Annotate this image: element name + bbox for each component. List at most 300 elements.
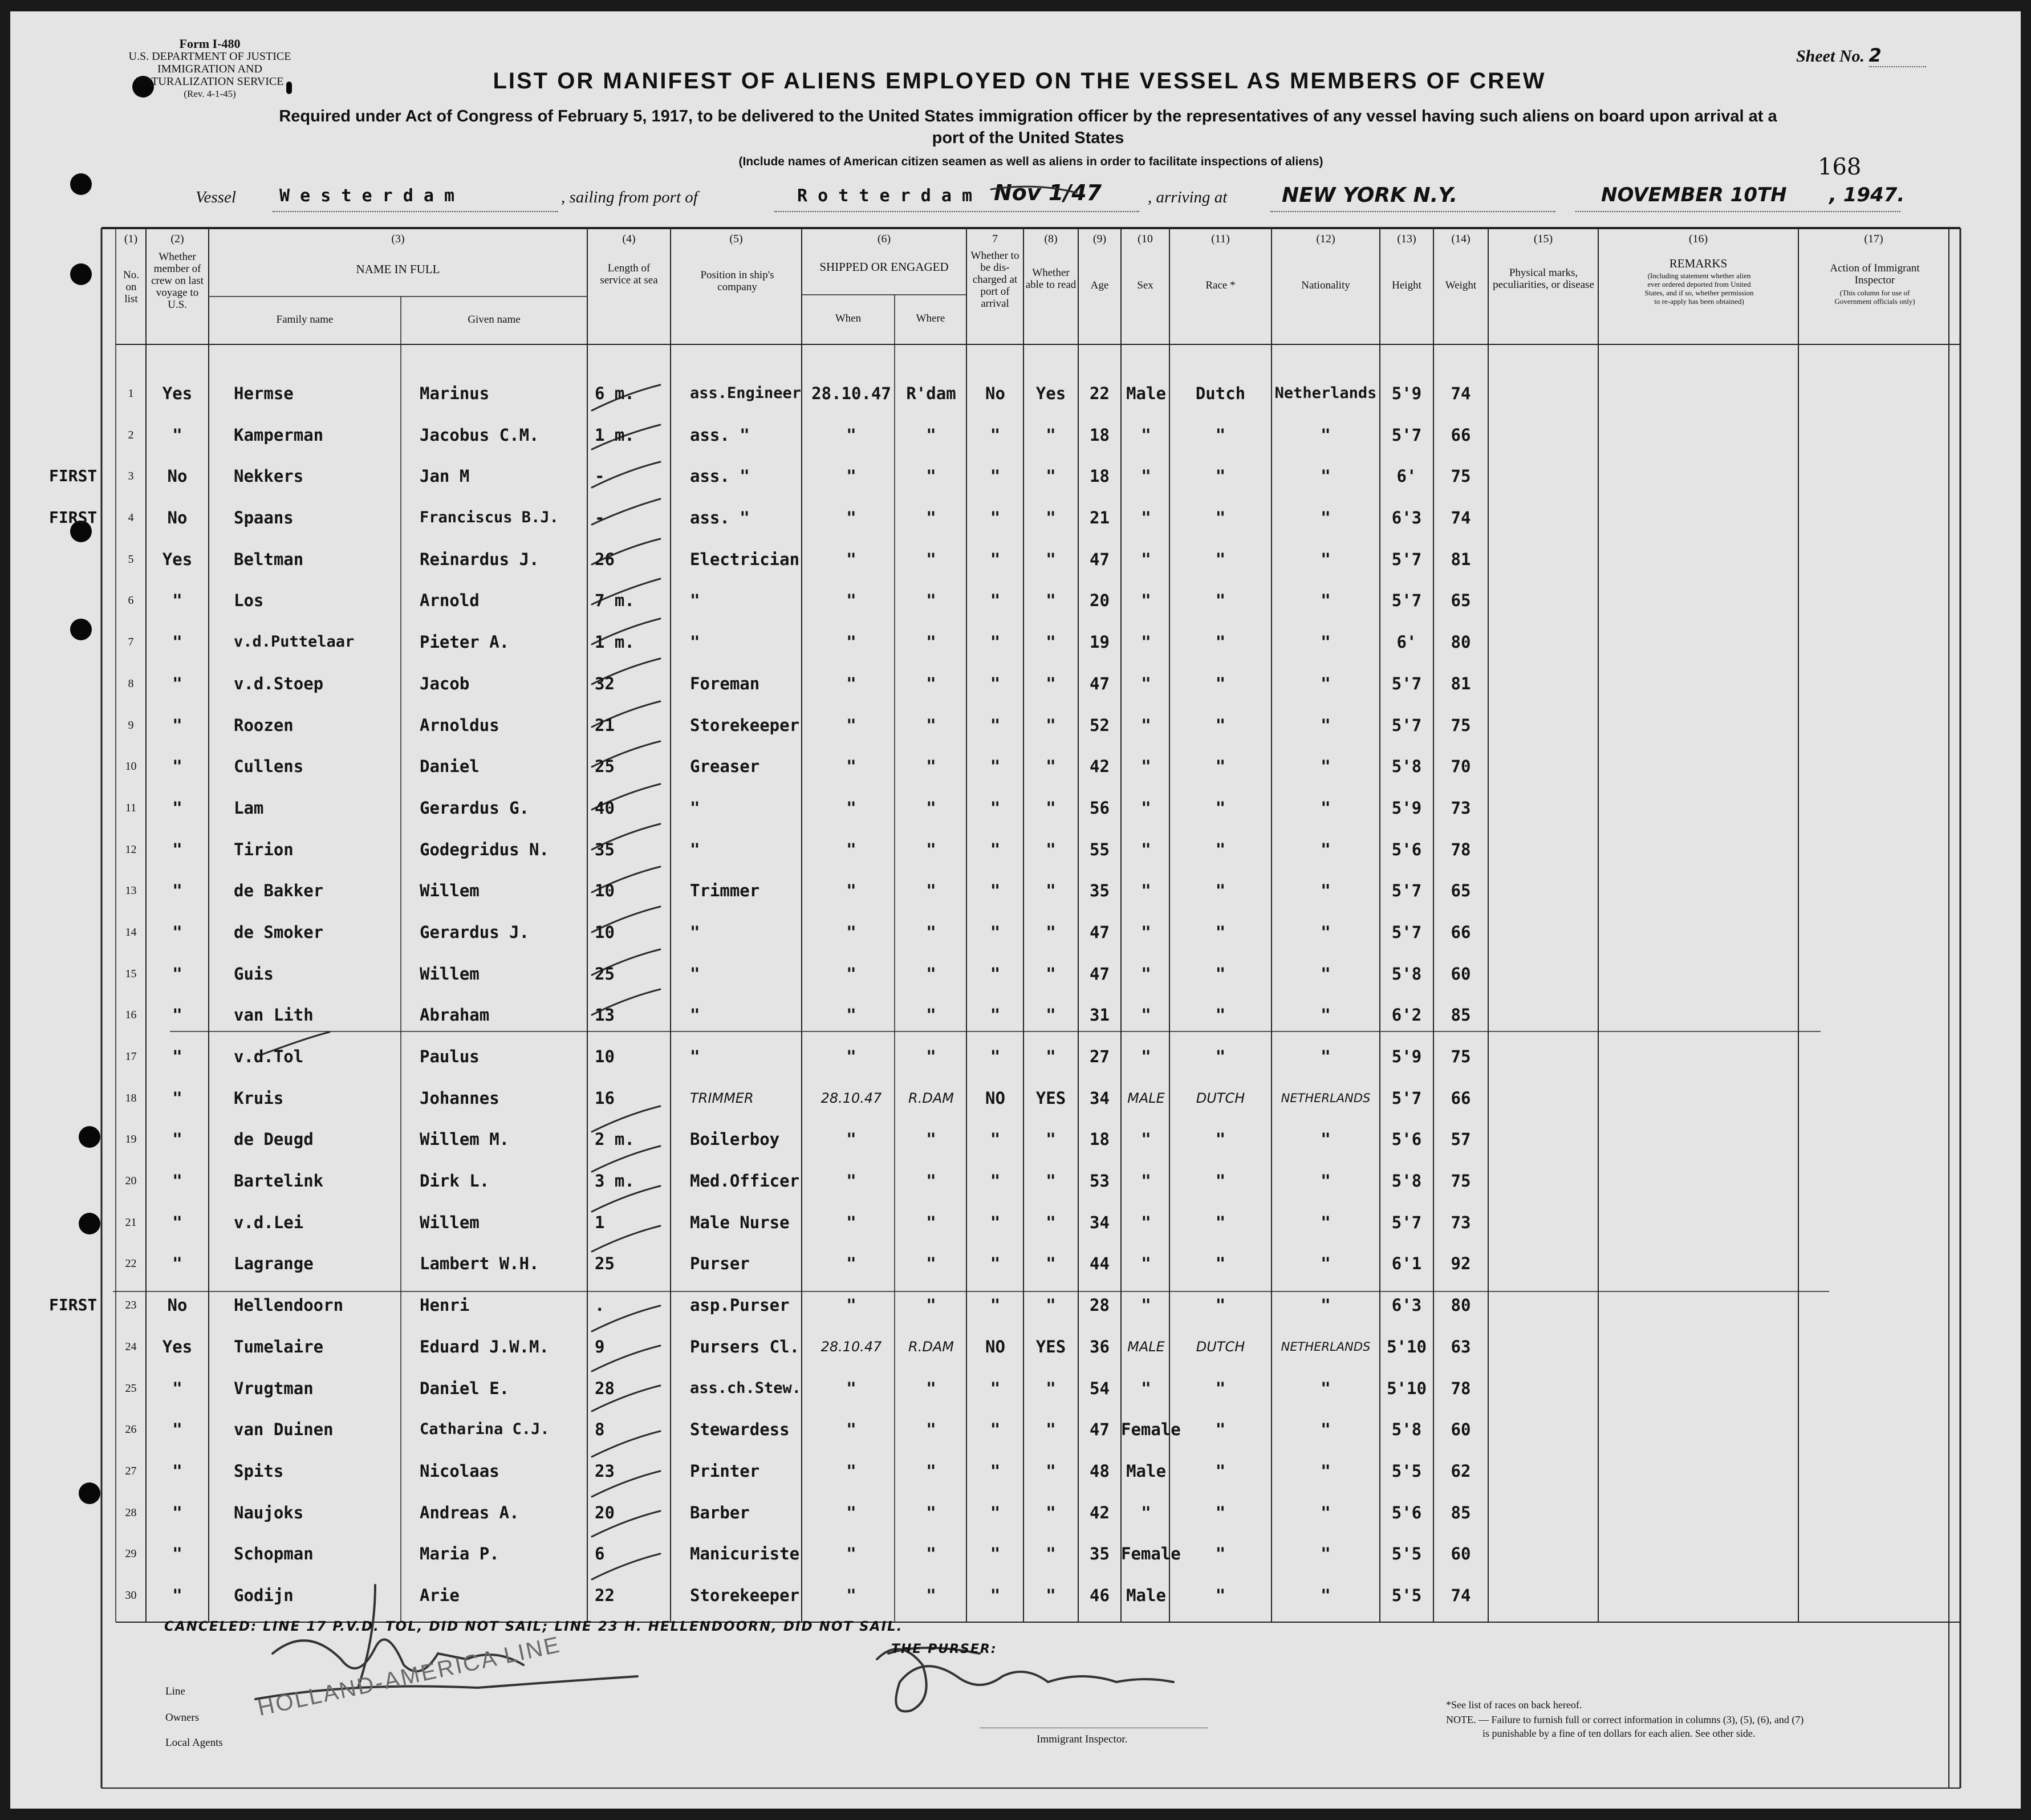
cell-given: Nicolaas — [420, 1461, 499, 1481]
cell-age: 47 — [1090, 923, 1110, 942]
cell-race: " — [1215, 1047, 1226, 1066]
cell-member: " — [172, 1047, 182, 1066]
cell-weight: 75 — [1451, 1171, 1471, 1191]
cell-read: " — [1046, 964, 1056, 984]
cell-sex: MALE — [1127, 1339, 1165, 1355]
cell-position: ass. " — [690, 425, 750, 445]
races-note: *See list of races on back hereof. — [1446, 1699, 1582, 1711]
cell-member: " — [172, 1088, 182, 1108]
cell-read: " — [1046, 840, 1056, 859]
first-voyage-mark: FIRST — [49, 508, 98, 527]
cell-where: " — [926, 632, 936, 652]
cell-height: 6' — [1396, 466, 1417, 486]
cell-race: " — [1215, 1005, 1226, 1025]
row-number: 25 — [125, 1382, 137, 1395]
cell-length: 2 m. — [595, 1130, 635, 1149]
cell-given: Arie — [420, 1586, 460, 1605]
cell-age: 27 — [1090, 1047, 1110, 1066]
cell-race: " — [1215, 757, 1226, 776]
cell-family: Kruis — [234, 1088, 284, 1108]
col-header-position: Position in ship's company — [700, 269, 774, 293]
cell-disch: " — [990, 632, 1001, 652]
cell-sex: " — [1141, 674, 1151, 693]
row-number: 6 — [128, 594, 134, 607]
cell-age: 22 — [1090, 384, 1110, 403]
cell-sex: " — [1141, 425, 1151, 445]
cell-position: ass.ch.Stew. — [690, 1379, 802, 1397]
first-voyage-mark: FIRST — [49, 466, 98, 485]
cell-read: " — [1046, 1379, 1056, 1398]
cell-length: 32 — [595, 674, 615, 693]
row-number: 10 — [125, 760, 137, 773]
cell-when: " — [846, 1461, 856, 1481]
cell-when: " — [846, 964, 856, 984]
cell-height: 5'7 — [1391, 1088, 1422, 1108]
cell-given: Willem M. — [420, 1130, 510, 1149]
cell-position: Greaser — [690, 757, 760, 776]
col-header-when: When — [835, 312, 862, 324]
cell-race: " — [1215, 508, 1226, 527]
cell-nat: " — [1321, 1544, 1331, 1563]
cell-age: 47 — [1090, 550, 1110, 569]
cell-where: " — [926, 923, 936, 942]
cell-disch: " — [990, 425, 1001, 445]
cell-where: " — [926, 1544, 936, 1563]
cell-disch: " — [990, 1379, 1001, 1398]
cell-race: " — [1215, 798, 1226, 818]
cell-age: 36 — [1090, 1337, 1110, 1356]
cell-weight: 66 — [1451, 425, 1471, 445]
cell-race: " — [1215, 964, 1226, 984]
cell-length: - — [595, 466, 605, 486]
cell-given: Paulus — [420, 1047, 480, 1066]
cell-read: YES — [1035, 1337, 1066, 1356]
cell-when: " — [846, 881, 856, 900]
cell-read: " — [1046, 550, 1056, 569]
cell-when: " — [846, 550, 856, 569]
cell-disch: " — [990, 1544, 1001, 1563]
cell-disch: " — [990, 1420, 1001, 1439]
immigrant-inspector-label: Immigrant Inspector. — [1037, 1733, 1128, 1745]
cell-disch: NO — [985, 1337, 1005, 1356]
cell-height: 5'7 — [1391, 550, 1422, 569]
cell-height: 5'9 — [1391, 798, 1422, 818]
cell-position: Med.Officer — [690, 1171, 800, 1191]
cell-nat: " — [1321, 1171, 1331, 1191]
cell-when: " — [846, 798, 856, 818]
cell-read: " — [1046, 1295, 1056, 1315]
col-header-shipped: SHIPPED OR ENGAGED — [819, 260, 949, 274]
cell-nat: " — [1321, 632, 1331, 652]
cell-member: " — [172, 425, 182, 445]
cell-sex: " — [1141, 923, 1151, 942]
cell-sex: " — [1141, 1130, 1151, 1149]
cell-given: Jan M — [420, 466, 470, 486]
cell-age: 47 — [1090, 674, 1110, 693]
cell-member: " — [172, 1503, 182, 1522]
cell-read: " — [1046, 632, 1056, 652]
cell-nat: " — [1321, 1213, 1331, 1232]
cell-given: Godegridus N. — [420, 840, 549, 859]
cell-given: Willem — [420, 881, 480, 900]
cell-given: Willem — [420, 964, 480, 984]
cell-where: R.DAM — [908, 1090, 954, 1106]
row-number: 8 — [128, 677, 134, 690]
cell-position: Boilerboy — [690, 1130, 780, 1149]
cell-family: Godijn — [234, 1586, 294, 1605]
cell-member: " — [172, 1461, 182, 1481]
cell-sex: " — [1141, 964, 1151, 984]
cell-race: " — [1215, 1130, 1226, 1149]
cell-weight: 74 — [1451, 384, 1471, 403]
cell-race: " — [1215, 591, 1226, 610]
cell-length: 10 — [595, 1047, 615, 1066]
cell-weight: 65 — [1451, 881, 1471, 900]
col-header-action: Action of Immigrant Inspector — [1830, 262, 1920, 286]
cell-length: 25 — [595, 757, 615, 776]
cell-where: " — [926, 508, 936, 527]
cell-nat: " — [1321, 1254, 1331, 1273]
col-header-no-on-list: No. on list — [123, 269, 139, 305]
cell-race: " — [1215, 923, 1226, 942]
manifest-page — [10, 11, 2021, 1809]
col-header-weight: Weight — [1445, 279, 1477, 291]
cell-weight: 70 — [1451, 757, 1471, 776]
cell-height: 5'7 — [1391, 716, 1422, 735]
cell-height: 5'10 — [1387, 1337, 1427, 1356]
col-header-given: Given name — [468, 314, 521, 326]
cell-when: " — [846, 466, 856, 486]
cell-race: DUTCH — [1196, 1090, 1245, 1106]
cell-sex: " — [1141, 881, 1151, 900]
cell-position: ass. " — [690, 466, 750, 486]
cell-where: " — [926, 1420, 936, 1439]
cell-when: " — [846, 1005, 856, 1025]
col-header-crew-member: Whether member of crew on last voyage to U.S. — [151, 251, 204, 311]
cell-race: " — [1215, 674, 1226, 693]
cell-member: Yes — [162, 1337, 193, 1356]
cell-sex: Female — [1121, 1544, 1181, 1563]
cell-where: " — [926, 716, 936, 735]
cell-member: " — [172, 923, 182, 942]
cell-age: 42 — [1090, 757, 1110, 776]
cell-age: 20 — [1090, 591, 1110, 610]
cell-read: " — [1046, 1047, 1056, 1066]
cell-where: " — [926, 840, 936, 859]
cell-race: " — [1215, 840, 1226, 859]
cell-sex: " — [1141, 798, 1151, 818]
cell-sex: " — [1141, 1213, 1151, 1232]
cell-nat: " — [1321, 1420, 1331, 1439]
from-label: , sailing from port of — [561, 188, 698, 206]
row-number: 7 — [128, 636, 134, 648]
cell-age: 44 — [1090, 1254, 1110, 1273]
cell-age: 46 — [1090, 1586, 1110, 1605]
col-header-family: Family name — [276, 314, 334, 326]
cell-read: " — [1046, 1503, 1056, 1522]
cell-height: 5'9 — [1391, 1047, 1422, 1066]
cell-read: YES — [1035, 1088, 1066, 1108]
cell-given: Johannes — [420, 1088, 499, 1108]
sail-date: Nov 1/47 — [994, 180, 1102, 205]
cell-where: " — [926, 1130, 936, 1149]
cell-length: 1 m. — [595, 425, 635, 445]
cell-read: " — [1046, 508, 1056, 527]
cell-race: " — [1215, 632, 1226, 652]
cell-race: " — [1215, 1171, 1226, 1191]
cell-given: Andreas A. — [420, 1503, 519, 1522]
cell-where: R'dam — [906, 384, 956, 403]
cell-family: Spaans — [234, 508, 294, 527]
cell-age: 56 — [1090, 798, 1110, 818]
col-num: (16) — [1688, 233, 1708, 245]
cell-height: 5'5 — [1391, 1586, 1422, 1605]
cell-disch: " — [990, 1254, 1001, 1273]
cell-sex: " — [1141, 1503, 1151, 1522]
cell-length: 25 — [595, 964, 615, 984]
col-num: (4) — [622, 233, 636, 245]
cell-when: " — [846, 1171, 856, 1191]
cell-member: " — [172, 757, 182, 776]
cell-read: " — [1046, 591, 1056, 610]
cell-given: Reinardus J. — [420, 550, 539, 569]
col-header-remarks-note: (Including statement whether alien ever ordered deported from United States, and if so, whether permission to re-apply has been obtained) — [1644, 271, 1754, 306]
cell-read: " — [1046, 923, 1056, 942]
cell-where: " — [926, 1379, 936, 1398]
cell-weight: 57 — [1451, 1130, 1471, 1149]
from-port: R o t t e r d a m — [797, 186, 973, 206]
cell-race: " — [1215, 550, 1226, 569]
service: IMMIGRATION AND NATURALIZATION SERVICE — [136, 63, 284, 88]
cell-height: 5'10 — [1387, 1379, 1427, 1398]
cell-nat: " — [1321, 674, 1331, 693]
cell-position: Barber — [690, 1503, 750, 1522]
cell-member: " — [172, 1379, 182, 1398]
cell-position: " — [690, 923, 700, 942]
row-number: 22 — [125, 1257, 137, 1270]
cell-length: 20 — [595, 1503, 615, 1522]
row-number: 4 — [128, 511, 134, 524]
col-header-remarks: REMARKS — [1669, 257, 1728, 270]
row-number: 19 — [125, 1133, 137, 1145]
cell-race: " — [1215, 881, 1226, 900]
row-number: 16 — [125, 1009, 137, 1021]
cell-nat: " — [1321, 757, 1331, 776]
cell-nat: " — [1321, 840, 1331, 859]
cell-position: Foreman — [690, 674, 760, 693]
row-number: 12 — [125, 843, 137, 856]
cell-position: ass. " — [690, 508, 750, 527]
cell-age: 35 — [1090, 1544, 1110, 1563]
cell-sex: " — [1141, 1171, 1151, 1191]
cell-sex: " — [1141, 757, 1151, 776]
col-num: (8) — [1044, 233, 1058, 245]
cell-family: v.d.Tol — [234, 1047, 304, 1066]
cell-family: Vrugtman — [234, 1379, 314, 1398]
cell-length: 10 — [595, 923, 615, 942]
row-number: 9 — [128, 719, 134, 732]
cell-family: Spits — [234, 1461, 284, 1481]
cell-member: No — [167, 508, 188, 527]
row-number: 18 — [125, 1092, 137, 1104]
row-number: 20 — [125, 1175, 137, 1187]
cell-where: " — [926, 425, 936, 445]
cell-nat: " — [1321, 1295, 1331, 1315]
cell-sex: " — [1141, 1254, 1151, 1273]
cell-position: " — [690, 840, 700, 859]
cell-member: Yes — [162, 384, 193, 403]
cell-family: v.d.Stoep — [234, 674, 324, 693]
cell-where: " — [926, 1461, 936, 1481]
cell-position: Male Nurse — [690, 1213, 790, 1232]
note-text: — Failure to furnish full or correct information in columns (3), (5), (6), and (7) — [1478, 1714, 1804, 1725]
col-num: (5) — [729, 233, 743, 245]
cell-family: Tumelaire — [234, 1337, 324, 1356]
cell-weight: 78 — [1451, 1379, 1471, 1398]
cell-when: " — [846, 1047, 856, 1066]
col-header-age: Age — [1090, 279, 1109, 291]
cell-age: 48 — [1090, 1461, 1110, 1481]
cell-where: " — [926, 798, 936, 818]
cell-when: " — [846, 840, 856, 859]
cell-height: 5'6 — [1391, 840, 1422, 859]
cell-when: " — [846, 1254, 856, 1273]
cell-height: 5'6 — [1391, 1503, 1422, 1522]
cell-sex: " — [1141, 1379, 1151, 1398]
cell-when: " — [846, 1130, 856, 1149]
cell-read: " — [1046, 1420, 1056, 1439]
subtitle-line-2: port of the United States — [932, 129, 1124, 147]
department: U.S. DEPARTMENT OF JUSTICE — [128, 50, 291, 63]
cell-family: Lagrange — [234, 1254, 314, 1273]
cell-length: 23 — [595, 1461, 615, 1481]
revision: (Rev. 4-1-45) — [184, 88, 236, 99]
cell-height: 6'1 — [1391, 1254, 1422, 1273]
cell-position: " — [690, 964, 700, 984]
cell-height: 6'2 — [1391, 1005, 1422, 1025]
cell-disch: " — [990, 1171, 1001, 1191]
cell-disch: " — [990, 591, 1001, 610]
cell-age: 54 — [1090, 1379, 1110, 1398]
cell-length: 1 — [595, 1213, 605, 1232]
cell-given: Dirk L. — [420, 1171, 490, 1191]
row-number: 27 — [125, 1465, 137, 1477]
cell-disch: No — [985, 384, 1005, 403]
cell-length: . — [595, 1295, 605, 1315]
cell-when: " — [846, 716, 856, 735]
col-num: (2) — [170, 233, 184, 245]
cell-position: " — [690, 798, 700, 818]
cell-position: " — [690, 1047, 700, 1066]
cell-race: " — [1215, 1544, 1226, 1563]
cell-when: " — [846, 1586, 856, 1605]
cell-position: Storekeeper — [690, 716, 800, 735]
cell-family: de Deugd — [234, 1130, 314, 1149]
sheet-label: Sheet No. — [1796, 47, 1865, 66]
cell-position: " — [690, 591, 700, 610]
cell-position: Storekeeper — [690, 1586, 800, 1605]
cell-when: " — [846, 1379, 856, 1398]
cell-sex: Male — [1126, 1586, 1166, 1605]
cell-where: R.DAM — [908, 1339, 954, 1355]
cell-disch: " — [990, 798, 1001, 818]
cell-disch: " — [990, 466, 1001, 486]
cell-nat: " — [1321, 425, 1331, 445]
cell-read: " — [1046, 1461, 1056, 1481]
holland-america-stamp: HOLLAND-AMERICA LINE — [255, 1632, 563, 1721]
cell-sex: " — [1141, 1295, 1151, 1315]
cell-nat: " — [1321, 1586, 1331, 1605]
cell-member: " — [172, 798, 182, 818]
cell-when: " — [846, 508, 856, 527]
cell-race: Dutch — [1195, 384, 1246, 403]
cell-family: v.d.Lei — [234, 1213, 304, 1232]
note-text-2: is punishable by a fine of ten dollars for each alien. See other side. — [1482, 1728, 1756, 1739]
cell-where: " — [926, 674, 936, 693]
cell-member: " — [172, 591, 182, 610]
cell-disch: " — [990, 1503, 1001, 1522]
cell-given: Arnoldus — [420, 716, 499, 735]
cell-position: Trimmer — [690, 881, 760, 900]
row-number: 26 — [125, 1423, 137, 1436]
cell-where: " — [926, 1047, 936, 1066]
arrival-year: , 1947. — [1829, 184, 1905, 206]
cell-disch: " — [990, 550, 1001, 569]
cell-member: " — [172, 1586, 182, 1605]
cell-family: Schopman — [234, 1544, 314, 1563]
cell-nat: NETHERLANDS — [1281, 1091, 1371, 1105]
cell-position: asp.Purser — [690, 1295, 790, 1315]
cell-member: " — [172, 632, 182, 652]
cell-member: " — [172, 964, 182, 984]
cell-length: 28 — [595, 1379, 615, 1398]
cell-age: 52 — [1090, 716, 1110, 735]
cell-family: Tirion — [234, 840, 294, 859]
cell-age: 18 — [1090, 1130, 1110, 1149]
col-header-discharged: Whether to be dis-charged at port of arrival — [970, 250, 1019, 310]
cell-family: Guis — [234, 964, 274, 984]
cell-sex: " — [1141, 840, 1151, 859]
cell-weight: 65 — [1451, 591, 1471, 610]
cell-age: 21 — [1090, 508, 1110, 527]
cell-height: 5'8 — [1391, 1420, 1422, 1439]
cell-family: van Duinen — [234, 1420, 334, 1439]
cell-height: 5'7 — [1391, 591, 1422, 610]
cell-given: Franciscus B.J. — [420, 509, 559, 526]
cell-race: " — [1215, 1586, 1226, 1605]
cell-length: 10 — [595, 881, 615, 900]
cell-height: 5'5 — [1391, 1461, 1422, 1481]
cell-read: " — [1046, 881, 1056, 900]
cell-member: " — [172, 1420, 182, 1439]
col-header-height: Height — [1392, 279, 1421, 291]
cell-position: Purser — [690, 1254, 750, 1273]
cell-disch: " — [990, 881, 1001, 900]
cell-length: 7 m. — [595, 591, 635, 610]
col-header-physical: Physical marks, peculiarities, or disease — [1493, 267, 1594, 291]
cell-race: " — [1215, 1379, 1226, 1398]
cell-weight: 62 — [1451, 1461, 1471, 1481]
cell-position: Stewardess — [690, 1420, 790, 1439]
cell-where: " — [926, 757, 936, 776]
cell-height: 5'9 — [1391, 384, 1422, 403]
cell-sex: MALE — [1127, 1090, 1165, 1106]
cell-disch: " — [990, 1295, 1001, 1315]
cell-length: 13 — [595, 1005, 615, 1025]
cell-when: " — [846, 1295, 856, 1315]
cell-age: 53 — [1090, 1171, 1110, 1191]
cell-race: " — [1215, 716, 1226, 735]
